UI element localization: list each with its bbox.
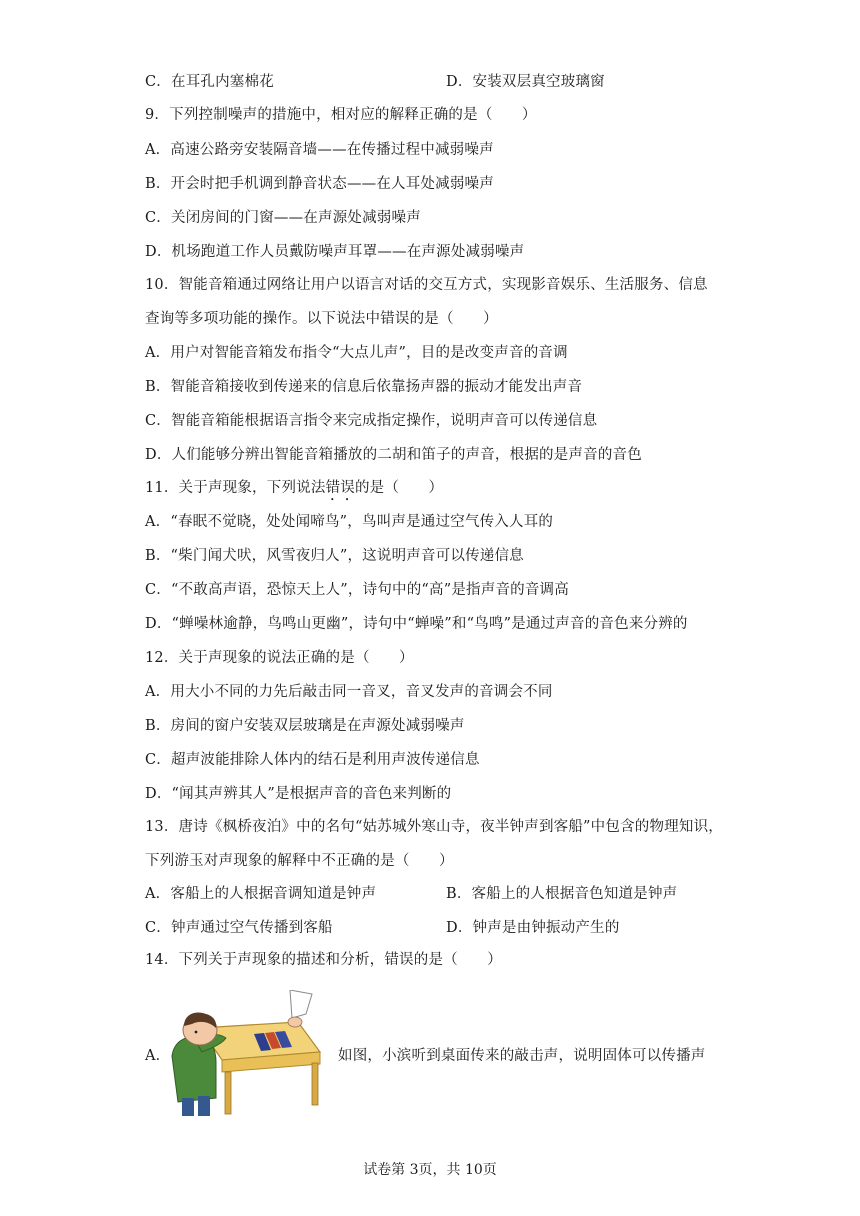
q9-option-d: D．机场跑道工作人员戴防噪声耳罩——在声源处减弱噪声 bbox=[145, 244, 525, 260]
q11-option-d: D．“蝉噪林逾静，鸟鸣山更幽”，诗句中“蝉噪”和“鸟鸣”是通过声音的音色来分辨的 bbox=[145, 616, 688, 632]
q11-stem-emphasis: 错误 bbox=[325, 480, 355, 496]
page-footer: 试卷第 3页，共 10页 bbox=[363, 1162, 497, 1178]
q13-option-d: D．钟声是由钟振动产生的 bbox=[446, 920, 620, 936]
q10-option-b: B．智能音箱接收到传递来的信息后依靠扬声器的振动才能发出声音 bbox=[145, 379, 583, 395]
q13-stem-line1: 13．唐诗《枫桥夜泊》中的名句“姑苏城外寒山寺，夜半钟声到客船”中包含的物理知识， bbox=[145, 819, 723, 835]
q14-option-a-label: A． bbox=[145, 1048, 171, 1064]
q11-stem bbox=[145, 478, 443, 504]
q13-option-a: A．客船上的人根据音调知道是钟声 bbox=[145, 886, 377, 902]
q11-option-b: B．“柴门闻犬吠，风雪夜归人”，这说明声音可以传递信息 bbox=[145, 548, 524, 564]
q11-option-a: A．“春眠不觉晓，处处闻啼鸟”，鸟叫声是通过空气传入人耳的 bbox=[145, 514, 554, 530]
q10-option-c: C．智能音箱能根据语言指令来完成指定操作，说明声音可以传递信息 bbox=[145, 413, 598, 429]
q12-option-d: D．“闻其声辨其人”是根据声音的音色来判断的 bbox=[145, 786, 452, 802]
q10-stem-line1: 10．智能音箱通过网络让用户以语言对话的交互方式，实现影音娱乐、生活服务、信息 bbox=[145, 277, 708, 293]
q8-option-d: D．安装双层真空玻璃窗 bbox=[446, 74, 605, 90]
q12-option-a: A．用大小不同的力先后敲击同一音叉，音叉发声的音调会不同 bbox=[145, 684, 553, 700]
q14-option-a-text: 如图，小滨听到桌面传来的敲击声，说明固体可以传播声 bbox=[338, 1048, 706, 1064]
q8-option-c: C．在耳孔内塞棉花 bbox=[145, 74, 274, 90]
q11-option-c: C．“不敢高声语，恐惊天上人”，诗句中的“高”是指声音的音调高 bbox=[145, 582, 569, 598]
boy-listening-desk-illustration bbox=[170, 990, 322, 1118]
q10-stem-line2: 查询等多项功能的操作。以下说法中错误的是（ ） bbox=[145, 311, 498, 327]
q14-stem: 14．下列关于声现象的描述和分析，错误的是（ ） bbox=[145, 952, 502, 968]
q11-stem-post: 的是（ ） bbox=[354, 480, 444, 496]
q13-stem-line2: 下列游玉对声现象的解释中不正确的是（ ） bbox=[145, 853, 454, 869]
q9-option-b: B．开会时把手机调到静音状态——在人耳处减弱噪声 bbox=[145, 176, 494, 192]
q12-option-b: B．房间的窗户安装双层玻璃是在声源处减弱噪声 bbox=[145, 718, 465, 734]
q11-stem-pre: 11．关于声现象，下列说法 bbox=[145, 480, 326, 496]
q9-option-a: A．高速公路旁安装隔音墙——在传播过程中减弱噪声 bbox=[145, 142, 494, 158]
q12-stem: 12．关于声现象的说法正确的是（ ） bbox=[145, 650, 414, 666]
q13-option-b: B．客船上的人根据音色知道是钟声 bbox=[446, 886, 678, 902]
q10-option-d: D．人们能够分辨出智能音箱播放的二胡和笛子的声音，根据的是声音的音色 bbox=[145, 447, 642, 463]
q9-stem: 9．下列控制噪声的措施中，相对应的解释正确的是（ ） bbox=[145, 107, 537, 123]
q9-option-c: C．关闭房间的门窗——在声源处减弱噪声 bbox=[145, 210, 421, 226]
q10-option-a: A．用户对智能音箱发布指令“大点儿声”，目的是改变声音的音调 bbox=[145, 345, 568, 361]
q12-option-c: C．超声波能排除人体内的结石是利用声波传递信息 bbox=[145, 752, 480, 768]
q13-option-c: C．钟声通过空气传播到客船 bbox=[145, 920, 333, 936]
